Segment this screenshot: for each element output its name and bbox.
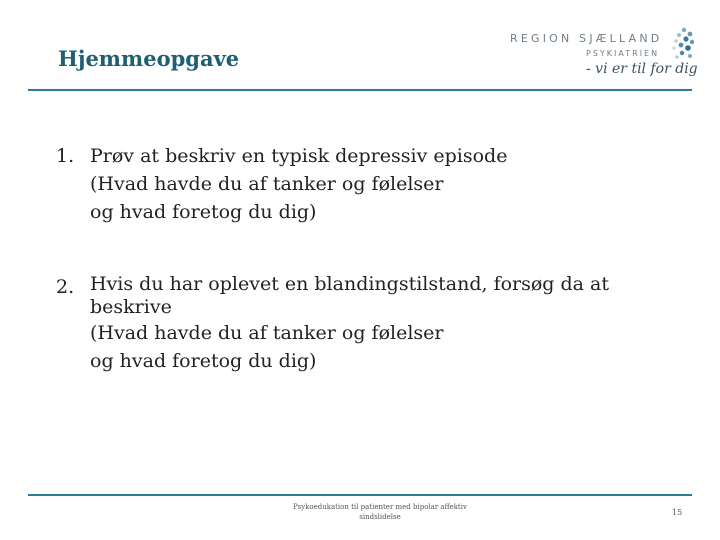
list-item-line: og hvad foretog du dig) [90, 350, 317, 372]
region-sjaelland-logo [506, 26, 696, 90]
footer-text-line: sindslidelse [359, 513, 401, 521]
list-item-line: (Hvad havde du af tanker og følelser [90, 173, 444, 195]
list-item-number: 2. [56, 276, 75, 298]
logo-slogan-text: - vi er til for dig [586, 61, 698, 77]
footer-divider [28, 494, 692, 496]
list-item-line: (Hvad havde du af tanker og følelser [90, 322, 444, 344]
footer-text-line: Psykoedukation til patienter med bipolar affektiv [293, 503, 467, 511]
list-item-line: Prøv at beskriv en typisk depressiv episode [90, 145, 508, 167]
footer-text [270, 502, 490, 522]
slide-title: Hjemmeopgave [58, 46, 240, 71]
list-item-number: 1. [56, 145, 75, 167]
title-divider [28, 89, 692, 91]
logo-dots-icon [668, 26, 696, 66]
logo-psykiatrien-text: PSYKIATRIEN [586, 49, 660, 58]
list-item-line: og hvad foretog du dig) [90, 201, 317, 223]
page-number: 15 [672, 508, 683, 517]
logo-region-text: REGION SJÆLLAND [510, 32, 663, 45]
list-item-line: Hvis du har oplevet en blandingstilstand, forsøg da at [90, 273, 610, 295]
list-item-line: beskrive [90, 296, 172, 318]
